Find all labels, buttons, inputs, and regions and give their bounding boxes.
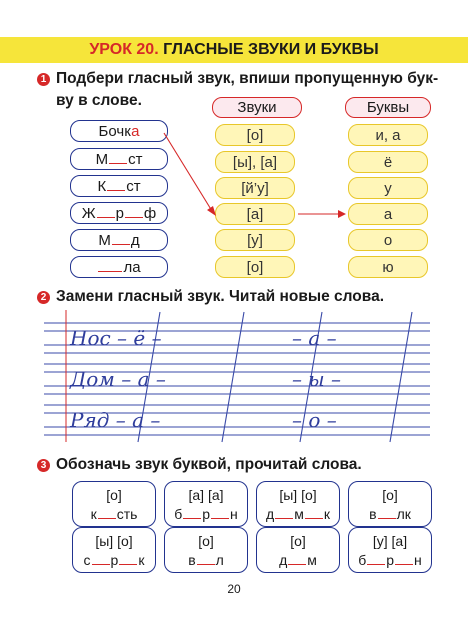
letters-header: Буквы — [345, 97, 431, 118]
word-part: р — [115, 205, 124, 222]
sound-hint: [о] — [290, 533, 306, 549]
word-part: н — [230, 506, 238, 522]
word-part: к — [138, 552, 145, 568]
task-1-marker: 1 — [37, 73, 50, 86]
word-part: Ж — [81, 205, 96, 222]
task-1-instruction-line2: ву в слове. — [56, 92, 142, 109]
word-part: Бочк — [98, 123, 132, 140]
word-part: ст — [128, 151, 143, 168]
task-2-instruction: Замени гласный звук. Читай новые слова. — [56, 288, 385, 305]
sound-card[interactable]: [у] — [215, 229, 295, 251]
sound-card[interactable]: [о] — [215, 256, 295, 278]
word-part: ст — [126, 178, 141, 195]
arrow-head — [207, 206, 216, 216]
word-part: н — [414, 552, 422, 568]
sound-card[interactable]: [о] — [215, 124, 295, 146]
sound-hint: [о] — [198, 533, 214, 549]
word-part: р — [202, 506, 211, 522]
sound-hint: [о] — [382, 487, 398, 503]
sound-hint: [о] — [106, 487, 122, 503]
task-3-instruction: Обозначь звук буквой, прочитай слова. — [56, 456, 362, 473]
handwriting-line3-right: – о – — [292, 408, 337, 432]
sound-card[interactable]: [й’у] — [215, 177, 295, 199]
word-part: лк — [396, 506, 411, 522]
word-part: в — [369, 506, 377, 522]
word-part: М — [98, 232, 111, 249]
sound-hint: [ы] [о] — [279, 487, 317, 503]
word-part: р — [386, 552, 395, 568]
match-arrow — [164, 133, 212, 211]
handwriting-line1-right: – а – — [292, 326, 337, 350]
task-2-marker: 2 — [37, 291, 50, 304]
letter-card[interactable]: ю — [348, 256, 428, 278]
word-part: м — [294, 506, 304, 522]
word-part: М — [95, 151, 109, 168]
page-number: 20 — [227, 582, 241, 596]
word-part: б — [174, 506, 183, 522]
letter-card[interactable]: о — [348, 229, 428, 251]
word-part: д — [130, 232, 140, 249]
sounds-header: Звуки — [212, 97, 302, 118]
handwriting-line2-right: – ы – — [292, 367, 342, 391]
word-part: к — [90, 506, 97, 522]
letter-card[interactable]: а — [348, 203, 428, 225]
task-3-marker: 3 — [37, 459, 50, 472]
sound-hint: [у] [а] — [372, 533, 408, 549]
word-part: в — [188, 552, 196, 568]
handwriting-line2-left: Дом – а – — [70, 367, 166, 391]
word-part: м — [307, 552, 317, 568]
sound-hint: [ы] [о] — [95, 533, 133, 549]
task-1-instruction-line1: Подбери гласный звук, впиши пропущенную бук- — [56, 70, 439, 87]
sound-card[interactable]: [а] — [215, 203, 295, 225]
letter-card[interactable]: ё — [348, 151, 428, 173]
word-part: К — [97, 178, 107, 195]
letter-card[interactable]: у — [348, 177, 428, 199]
word-part: л — [215, 552, 224, 568]
handwriting-line3-left: Ряд – а – — [70, 408, 161, 432]
word-part: б — [358, 552, 367, 568]
sound-hint: [а] [а] — [188, 487, 224, 503]
word-part: сть — [116, 506, 138, 522]
letter-card[interactable]: и, а — [348, 124, 428, 146]
word-part: д — [266, 506, 275, 522]
word-part: к — [323, 506, 330, 522]
handwriting-line1-left: Нос – ё – — [70, 326, 162, 350]
arrow-head — [338, 210, 346, 218]
word-part: р — [110, 552, 119, 568]
word-letter: а — [131, 123, 140, 140]
lesson-number: УРОК 20. — [89, 41, 159, 58]
lesson-topic: ГЛАСНЫЕ ЗВУКИ И БУКВЫ — [163, 41, 379, 58]
word-part: д — [279, 552, 288, 568]
word-part: ф — [143, 205, 157, 222]
sound-card[interactable]: [ы], [а] — [215, 151, 295, 173]
word-part: ла — [123, 259, 141, 276]
word-part: с — [83, 552, 91, 568]
